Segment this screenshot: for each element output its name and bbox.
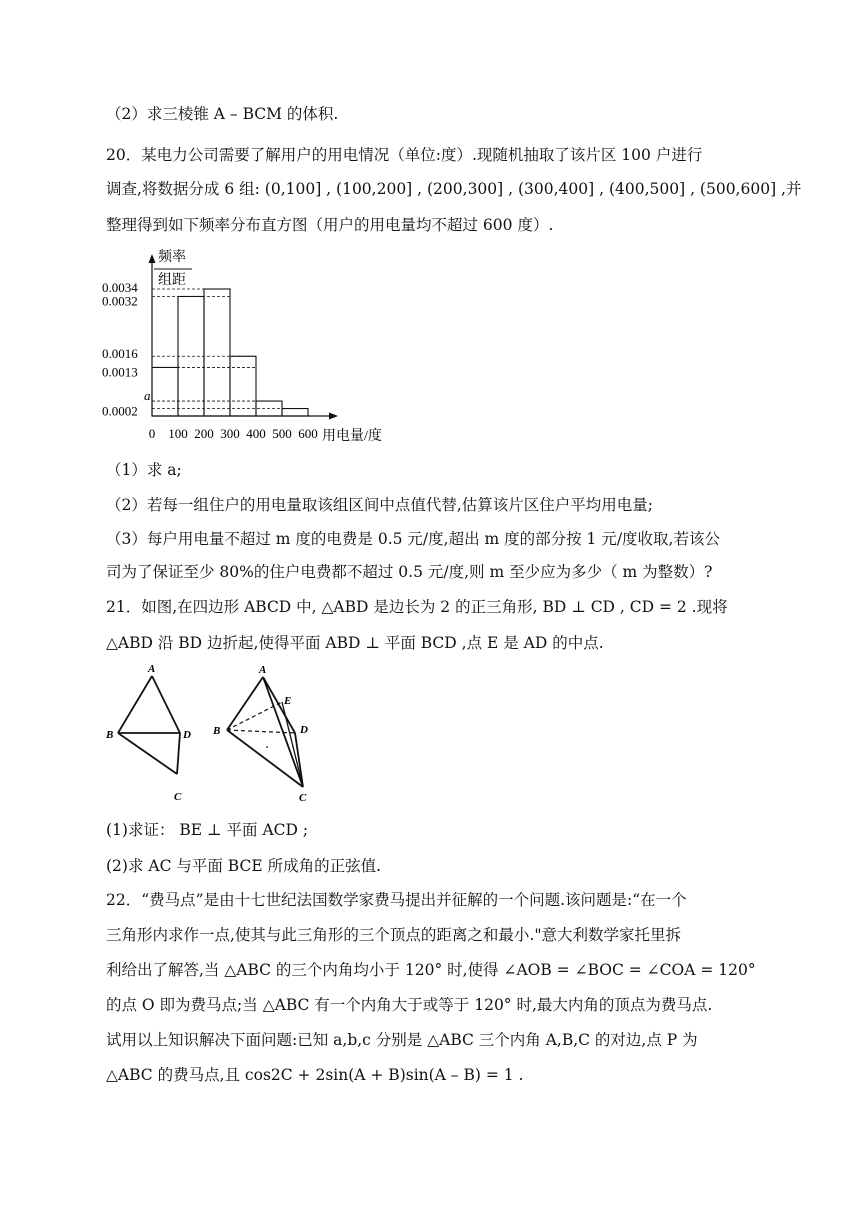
y-tick-label: 0.0002 [102,403,138,419]
label-C: C [174,791,182,803]
q22-stem-line4: 的点 O 即为费马点;当 △ABC 有一个内角大于或等于 120° 时,最大内角的顶点为费马点. [106,996,713,1014]
frequency-histogram [100,246,420,456]
y-tick-label: a [144,388,151,404]
x-tick-label: 400 [246,426,266,441]
q19-part2: （2）求三棱锥 A – BCM 的体积. [106,105,339,123]
planar-quadrilateral-figure [105,663,191,803]
x-tick-label: 500 [272,426,292,441]
label-B: B [106,729,114,741]
y-tick-label: 0.0032 [102,293,138,309]
label-D: D [183,729,191,741]
q21-stem-line2: △ABD 沿 BD 边折起,使得平面 ABD ⊥ 平面 BCD ,点 E 是 AD 的中点. [106,634,604,652]
label-A: A [148,663,156,675]
histogram-bar [204,289,230,416]
q22-stem-line2: 三角形内求作一点,使其与此三角形的三个顶点的距离之和最小."意大利数学家托里拆 [106,926,681,944]
x-axis-arrow [329,413,338,420]
y-axis-arrow [149,254,156,263]
x-axis-label: 用电量/度 [322,429,382,444]
y-tick-labels [102,280,151,419]
q22-stem-line1: 22．“费马点”是由十七世纪法国数学家费马提出并征解的一个问题.该问题是:“在一个 [106,891,687,909]
label-E: E [284,695,292,707]
q22-stem-line5: 试用以上知识解决下面问题:已知 a,b,c 分别是 △ABC 三个内角 A,B,C 的对边,点 P 为 [106,1031,698,1049]
histogram-bar [230,356,256,416]
q22-stem-line3: 利给出了解答,当 △ABC 的三个内角均小于 120° 时,使得 ∠AOB = ∠BOC = ∠COA = 120° [106,961,756,979]
q22-stem-line6: △ABC 的费马点,且 cos2C + 2sin(A + B)sin(A – B) = 1 . [106,1066,524,1084]
q20-part3-line2: 司为了保证至少 80%的住户电费都不超过 0.5 元/度,则 m 至少应为多少（ m 为整数）? [106,563,713,581]
y-tick-label: 0.0016 [102,346,138,362]
x-tick-label: 600 [298,426,318,441]
x-tick-label: 0 [148,426,156,441]
x-tick-label: 100 [168,426,188,441]
bars [152,289,308,416]
q20-stem-line1: 20．某电力公司需要了解用户的用电情况（单位:度）.现随机抽取了该片区 100 户进行 [106,146,703,164]
q20-part1: （1）求 a; [106,461,182,479]
label-A2: A [259,664,267,676]
q21-part2: (2)求 AC 与平面 BCE 所成角的正弦值. [106,857,381,875]
y-axis-label-top: 频率 [158,250,186,265]
q21-stem-line1: 21．如图,在四边形 ABCD 中, △ABD 是边长为 2 的正三角形, BD ⊥ CD , CD = 2 .现将 [106,598,728,616]
y-axis-label-bottom: 组距 [158,273,186,288]
q21-part1: (1)求证： BE ⊥ 平面 ACD ; [106,821,309,839]
q21-figures [100,660,340,810]
label-D2: D [300,724,308,736]
x-tick-label: 200 [194,426,214,441]
label-C2: C [299,792,307,804]
q20-stem-line3: 整理得到如下频率分布直方图（用户的用电量均不超过 600 度）. [106,216,554,234]
folded-pyramid-figure [212,664,308,804]
q20-part3-line1: （3）每户用电量不超过 m 度的电费是 0.5 元/度,超出 m 度的部分按 1 元/度收取,若该公 [106,530,720,548]
label-B2: B [213,725,221,737]
y-tick-label: 0.0013 [102,364,138,380]
q20-stem-line2: 调查,将数据分成 6 组: (0,100] , (100,200] , (200,300] , (300,400] , (400,500] , (500,600] ,并 [106,180,802,198]
x-tick-label: 300 [220,426,240,441]
y-tick-label: 0.0034 [102,280,138,295]
x-tick-labels [149,426,318,441]
q20-part2: （2）若每一组住户的用电量取该组区间中点值代替,估算该片区住户平均用电量; [106,496,654,514]
histogram-bar [282,409,308,416]
histogram-bar [178,296,204,416]
